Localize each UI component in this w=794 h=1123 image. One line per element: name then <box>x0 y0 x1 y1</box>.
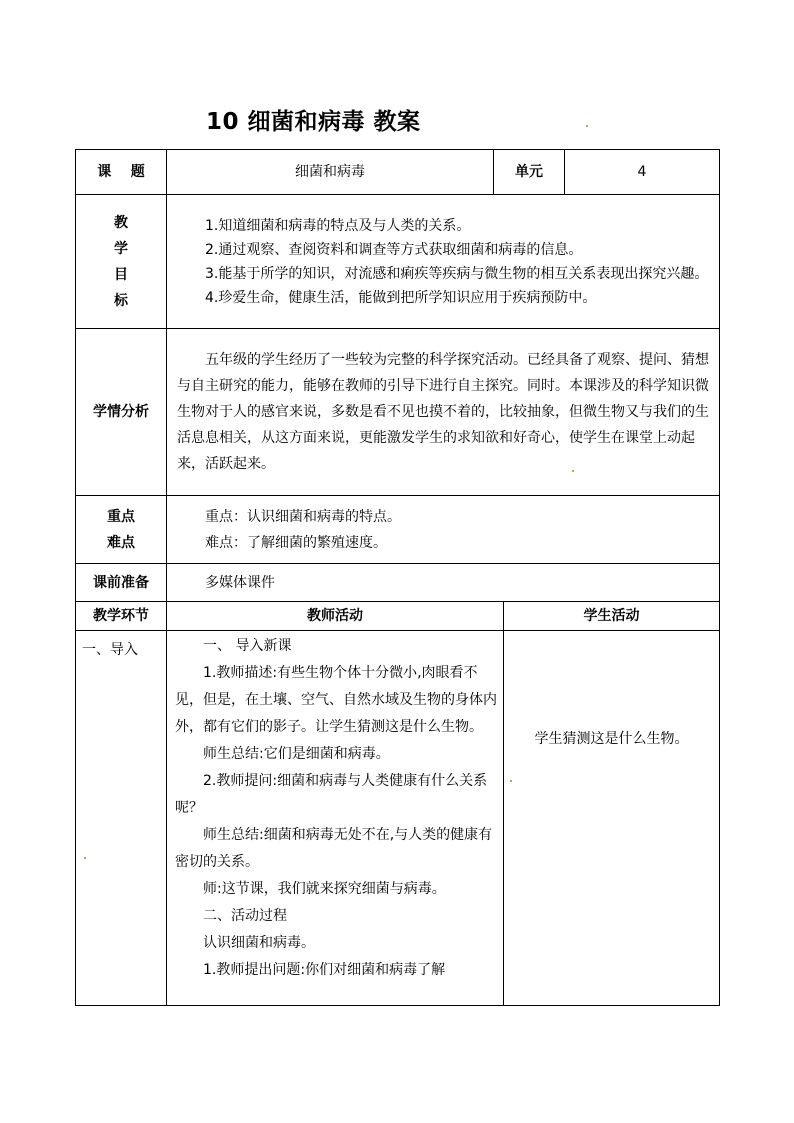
goals-label: 教 学 目 标 <box>76 195 167 329</box>
teacher-activity-item: 一、 导入新课 <box>203 638 292 654</box>
topic-label: 课 题 <box>76 150 167 195</box>
header-teacher: 教师活动 <box>167 602 504 631</box>
goal-item: 4.珍爱生命，健康生活，能做到把所学知识应用于疾病预防中。 <box>205 289 597 306</box>
teacher-activity-cell <box>167 631 504 1006</box>
topic-value: 细菌和病毒 <box>167 150 494 195</box>
teacher-activity-item: 师生总结:它们是细菌和病毒。 <box>203 746 390 762</box>
teacher-activity-item: 1.教师提出问题:你们对细菌和病毒了解 <box>203 962 446 978</box>
keypoints-content <box>167 496 720 564</box>
activity-header-row <box>76 602 720 631</box>
activity-body-row <box>76 631 720 1006</box>
prep-value: 多媒体课件 <box>205 574 275 591</box>
analysis-row <box>76 329 720 496</box>
keypoints-label: 重点 难点 <box>76 496 167 564</box>
goals-content <box>167 195 720 329</box>
keypoints-row <box>76 496 720 564</box>
header-student: 学生活动 <box>504 602 720 631</box>
goal-item: 3.能基于所学的知识，对流感和痢疾等疾病与微生物的相互关系表现出探究兴趣。 <box>205 265 709 282</box>
prep-content <box>167 564 720 602</box>
decorative-dot <box>572 470 574 472</box>
teacher-activity-item: 认识细菌和病毒。 <box>203 935 315 951</box>
topic-row <box>76 150 720 195</box>
goal-item: 2.通过观察、查阅资料和调查等方式获取细菌和病毒的信息。 <box>205 241 583 258</box>
prep-row <box>76 564 720 602</box>
unit-value: 4 <box>565 150 720 195</box>
stage-cell <box>76 631 167 1006</box>
decorative-dot <box>84 857 86 859</box>
stage-name: 一、导入 <box>82 642 138 658</box>
teacher-activity-item: 二、活动过程 <box>203 908 287 924</box>
unit-label: 单元 <box>494 150 565 195</box>
prep-label: 课前准备 <box>76 564 167 602</box>
student-activity-text: 学生猜测这是什么生物。 <box>534 731 689 747</box>
teacher-activity-item: 2.教师提问:细菌和病毒与人类健康有什么关系呢？ <box>175 773 488 816</box>
analysis-text: 五年级的学生经历了一些较为完整的科学探究活动。已经具备了观察、提问、猜想与自主研究的能力，能够在教师的引导下进行自主探究。同时。本课涉及的科学知识微生物对于人的感官来说，多数是看不见也摸不着的，比较抽象，但微生物又与我们的生活息息相关，从这方面来说，更能激发学生的求知欲和好奇心，使学生在课堂上动起来，活跃起来。 <box>177 352 709 472</box>
goals-row <box>76 195 720 329</box>
analysis-content <box>167 329 720 496</box>
header-stage: 教学环节 <box>76 602 167 631</box>
student-activity-cell <box>504 631 720 1006</box>
keypoint-text: 重点：认识细菌和病毒的特点。 <box>205 508 401 525</box>
lesson-plan-table <box>75 149 720 1006</box>
difficulty-text: 难点：了解细菌的繁殖速度。 <box>205 534 387 551</box>
teacher-activity-item: 师生总结:细菌和病毒无处不在,与人类的健康有密切的关系。 <box>175 827 493 870</box>
decorative-dot <box>586 125 588 127</box>
analysis-label: 学情分析 <box>76 329 167 496</box>
decorative-dot <box>510 780 512 782</box>
teacher-activity-item: 师:这节课，我们就来探究细菌与病毒。 <box>203 881 446 897</box>
goal-item: 1.知道细菌和病毒的特点及与人类的关系。 <box>205 217 471 234</box>
document-title: 10 细菌和病毒 教案 <box>206 109 421 135</box>
teacher-activity-item: 1.教师描述:有些生物个体十分微小,肉眼看不见，但是，在土壤、空气、自然水域及生物的身体内外，都有它们的影子。让学生猜测这是什么生物。 <box>175 665 497 735</box>
